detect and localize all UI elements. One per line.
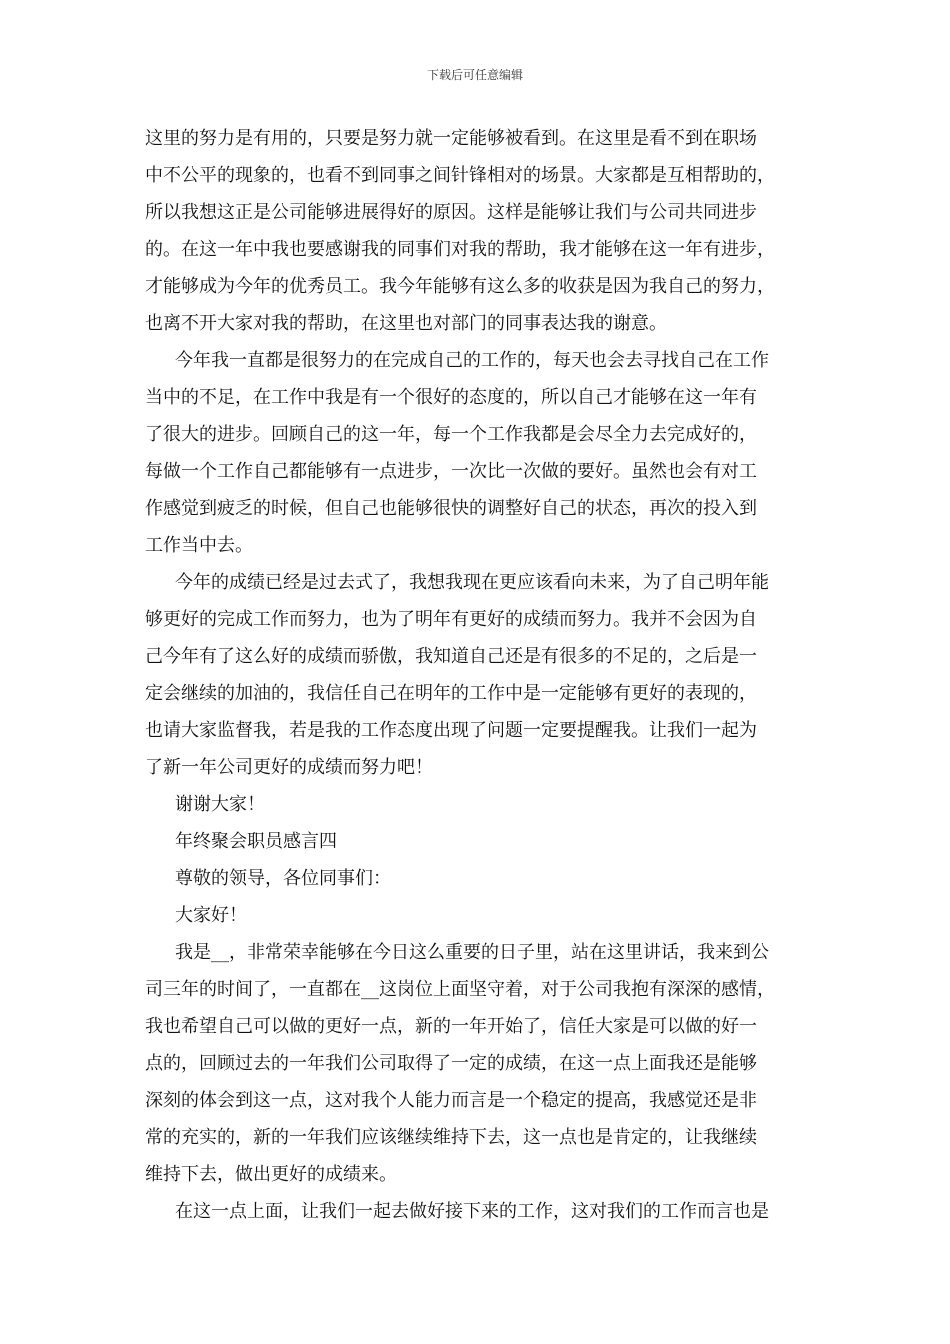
text-line: 够更好的完成工作而努力，也为了明年有更好的成绩而努力。我并不会因为自: [145, 609, 757, 630]
text-line: 司三年的时间了，一直都在__这岗位上面坚守着，对于公司我抱有深深的感情，: [145, 979, 775, 1000]
text-line: 深刻的体会到这一点，这对我个人能力而言是一个稳定的提高，我感觉还是非: [145, 1090, 757, 1111]
paragraph: [145, 934, 810, 1193]
salutation: [145, 860, 810, 897]
text-line: 维持下去，做出更好的成绩来。: [145, 1164, 397, 1185]
text-line: 当中的不足，在工作中我是有一个很好的态度的，所以自己才能够在这一年有: [145, 387, 757, 408]
text-line: 我也希望自己可以做的更好一点，新的一年开始了，信任大家是可以做的好一: [145, 1016, 757, 1037]
greeting: [145, 897, 810, 934]
document-body: [145, 120, 810, 1230]
text-line: 的。在这一年中我也要感谢我的同事们对我的帮助，我才能够在这一年有进步，: [145, 239, 775, 260]
closing-thanks: [145, 786, 810, 823]
text-line: 己今年有了这么好的成绩而骄傲，我知道自己还是有很多的不足的，之后是一: [145, 646, 757, 667]
paragraph: [145, 120, 810, 342]
text-line: 所以我想这正是公司能够进展得好的原因。这样是能够让我们与公司共同进步: [145, 202, 757, 223]
text-line: 也请大家监督我，若是我的工作态度出现了问题一定要提醒我。让我们一起为: [145, 720, 757, 741]
paragraph: [145, 564, 810, 786]
text-line: 了很大的进步。回顾自己的这一年，每一个工作我都是会尽全力去完成好的，: [145, 424, 757, 445]
text-line: 尊敬的领导，各位同事们：: [175, 868, 391, 889]
paragraph: [145, 342, 810, 564]
text-line: 作感觉到疲乏的时候，但自己也能够很快的调整好自己的状态，再次的投入到: [145, 498, 757, 519]
text-line: 年终聚会职员感言四: [175, 831, 337, 852]
page-header: 下载后可任意编辑: [426, 68, 523, 82]
paragraph: [145, 1193, 810, 1230]
text-line: 我是__，非常荣幸能够在今日这么重要的日子里，站在这里讲话，我来到公: [175, 942, 769, 963]
text-line: 大家好！: [175, 905, 247, 926]
text-line: 中不公平的现象的，也看不到同事之间针锋相对的场景。大家都是互相帮助的，: [145, 165, 775, 186]
text-line: 这里的努力是有用的，只要是努力就一定能够被看到。在这里是看不到在职场: [145, 128, 757, 149]
text-line: 了新一年公司更好的成绩而努力吧！: [145, 757, 433, 778]
text-line: 定会继续的加油的，我信任自己在明年的工作中是一定能够有更好的表现的，: [145, 683, 757, 704]
text-line: 工作当中去。: [145, 535, 253, 556]
text-line: 才能够成为今年的优秀员工。我今年能够有这么多的收获是因为我自己的努力，: [145, 276, 775, 297]
text-line: 每做一个工作自己都能够有一点进步，一次比一次做的要好。虽然也会有对工: [145, 461, 757, 482]
text-line: 也离不开大家对我的帮助，在这里也对部门的同事表达我的谢意。: [145, 313, 667, 334]
text-line: 谢谢大家！: [175, 794, 265, 815]
text-line: 今年的成绩已经是过去式了，我想我现在更应该看向未来，为了自己明年能: [175, 572, 769, 593]
text-line: 常的充实的，新的一年我们应该继续维持下去，这一点也是肯定的，让我继续: [145, 1127, 757, 1148]
text-line: 今年我一直都是很努力的在完成自己的工作的，每天也会去寻找自己在工作: [175, 350, 769, 371]
text-line: 点的，回顾过去的一年我们公司取得了一定的成绩，在这一点上面我还是能够: [145, 1053, 757, 1074]
section-title: [145, 823, 810, 860]
text-line: 在这一点上面，让我们一起去做好接下来的工作，这对我们的工作而言也是: [175, 1201, 769, 1222]
